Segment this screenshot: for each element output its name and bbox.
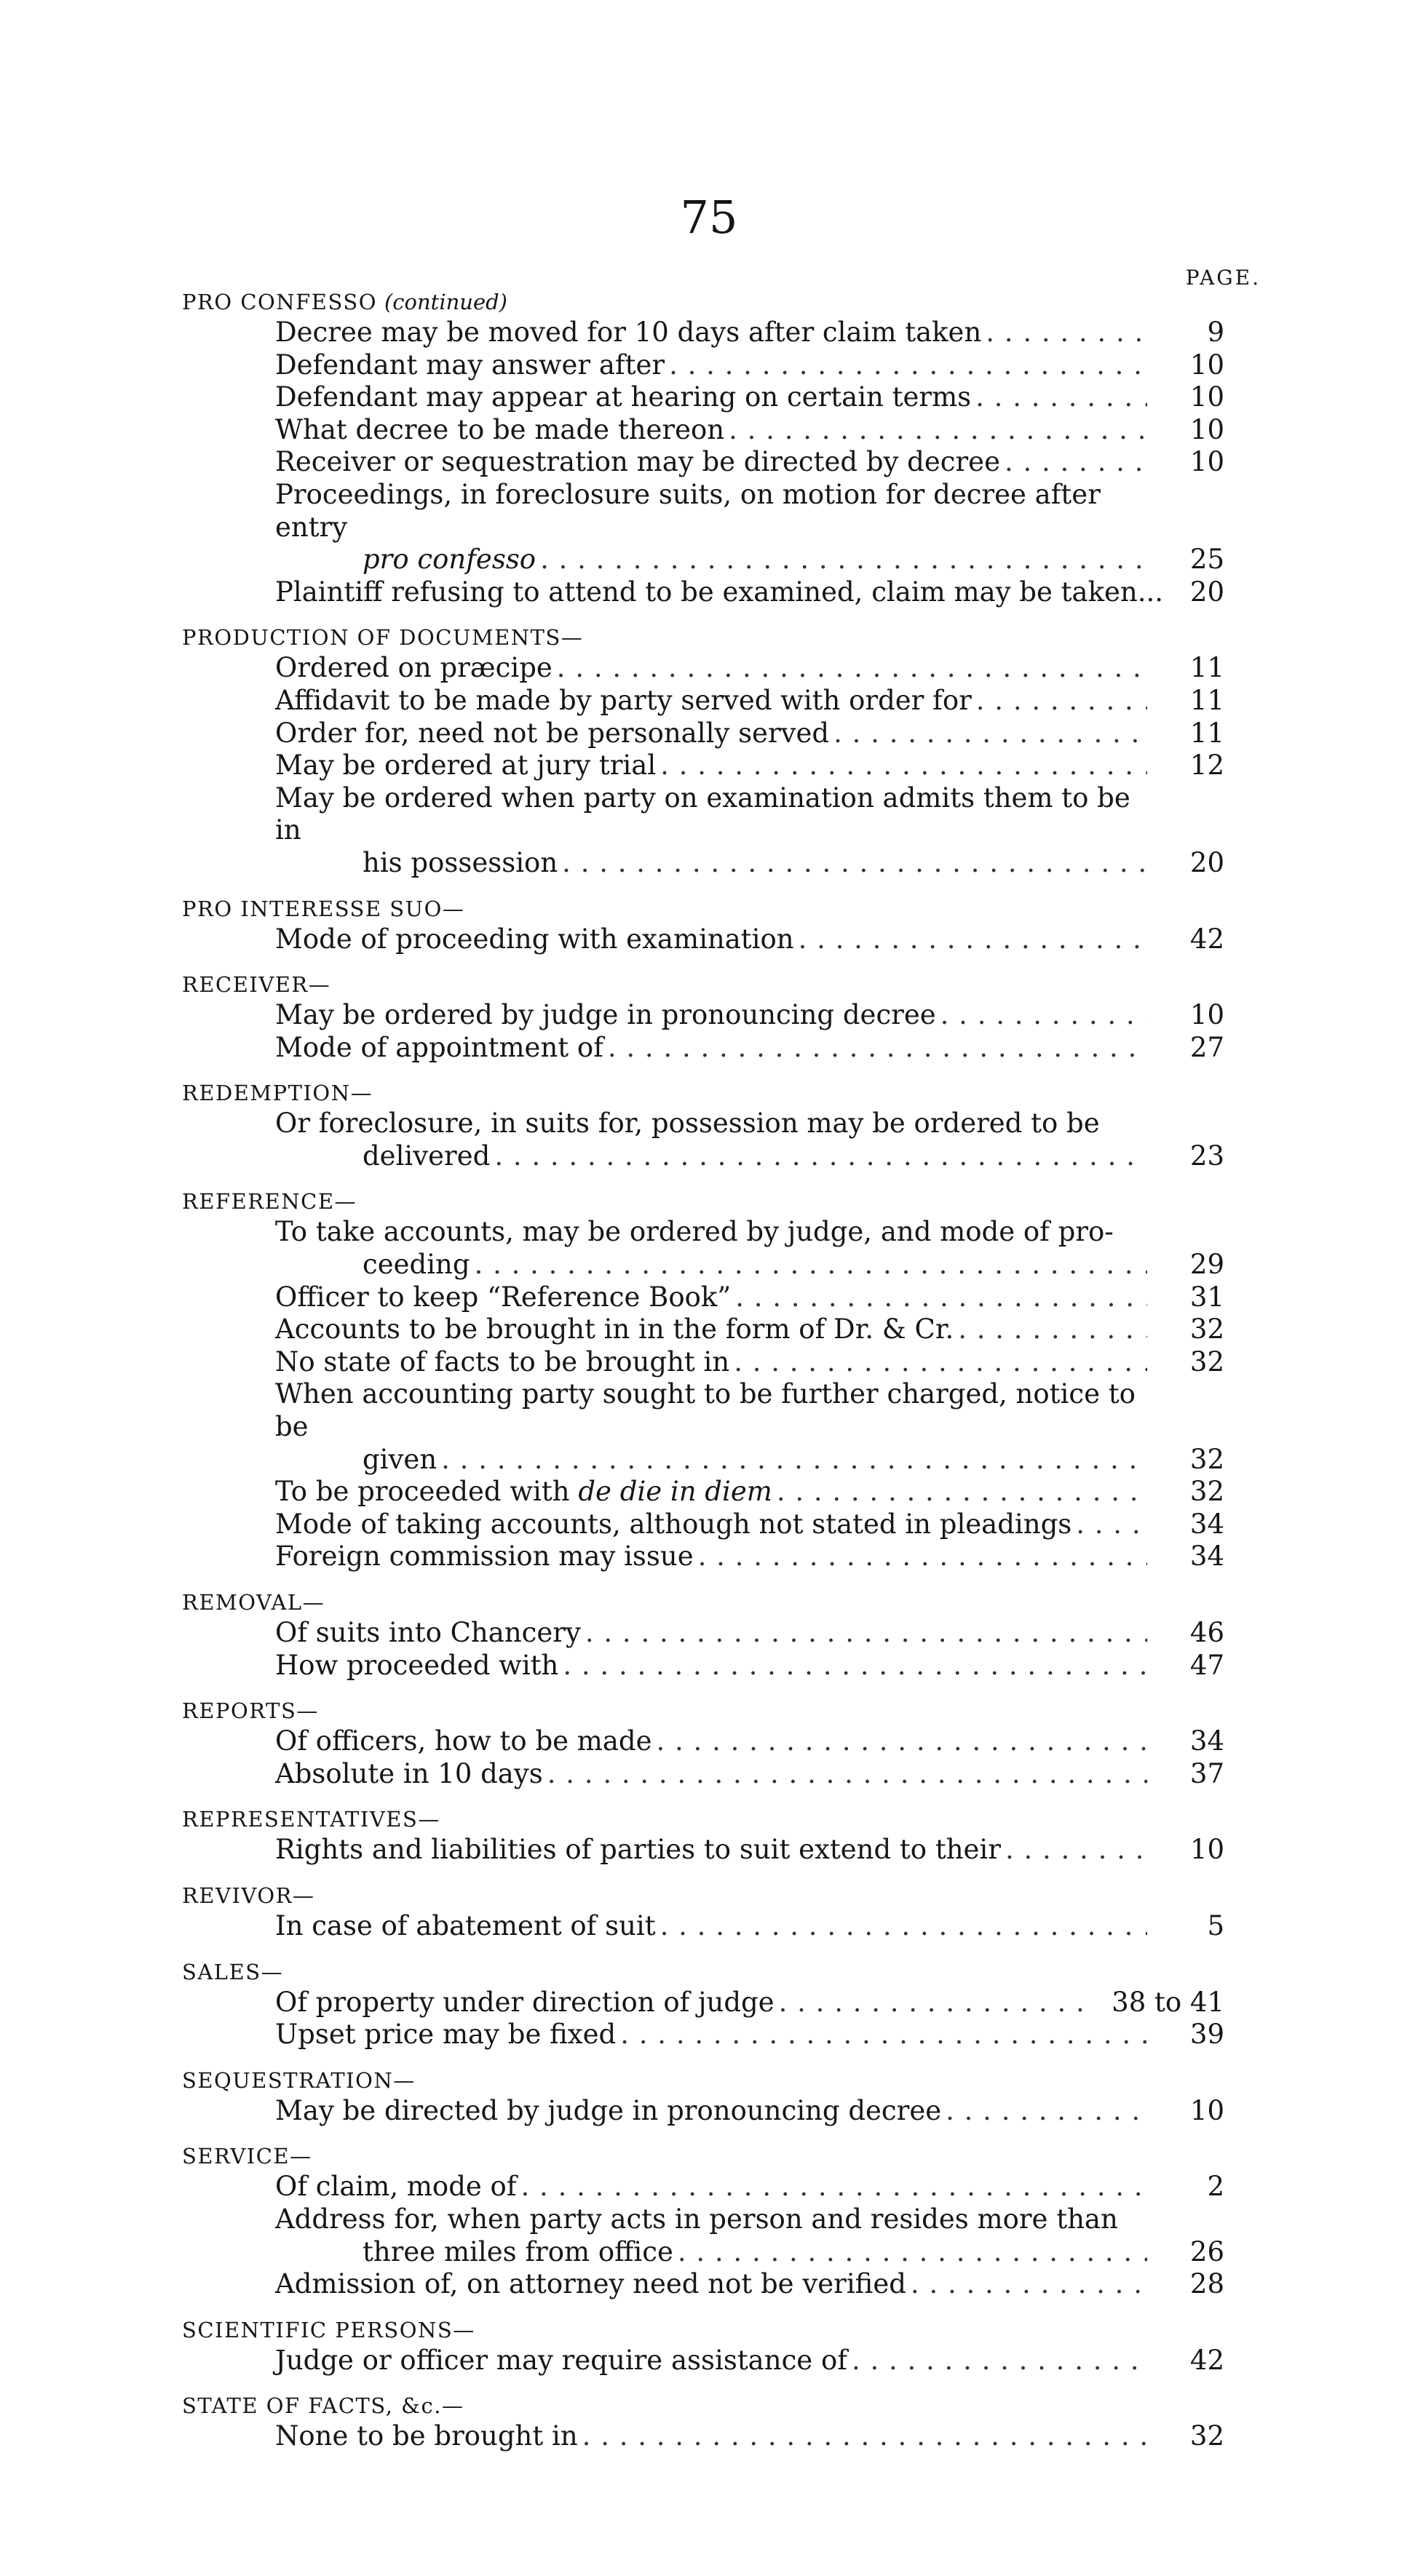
- entry-page-number: 20: [1189, 846, 1224, 878]
- entry-text: Absolute in 10 days: [275, 1757, 543, 1789]
- index-entry: [182, 1987, 1224, 2019]
- entry-text-wrap: [275, 2268, 906, 2301]
- entry-page-number: 10: [1189, 999, 1224, 1031]
- section-heading: [182, 2391, 1224, 2420]
- index-entry: [182, 1541, 1224, 1573]
- dot-leader: [911, 2268, 1147, 2301]
- index-entry: [182, 1032, 1224, 1065]
- index-section: [182, 1696, 1224, 1790]
- entry-text: When accounting party sought to be further charged, notice to be: [275, 1378, 1136, 1443]
- index-section: [182, 894, 1224, 956]
- dot-leader: [777, 1476, 1147, 1508]
- entry-text-wrap: [275, 349, 665, 382]
- entry-line: [275, 685, 1152, 717]
- entry-text-wrap: [275, 1476, 772, 1508]
- entry-text-wrap: [275, 1725, 652, 1758]
- dot-leader: [608, 1032, 1147, 1065]
- entry-text: Defendant may answer after: [275, 349, 665, 381]
- section-heading-text: PRODUCTION OF DOCUMENTS—: [182, 625, 584, 651]
- entry-text: Or foreclosure, in suits for, possession may be ordered to be: [275, 1108, 1100, 1140]
- entry-text: Mode of appointment of: [275, 1031, 603, 1063]
- dot-leader: [946, 2095, 1147, 2128]
- entry-line: [275, 1987, 1098, 2019]
- entry-page-number: 32: [1189, 2420, 1224, 2452]
- entry-continuation: [275, 2236, 1152, 2269]
- entry-page-number: 47: [1189, 1649, 1224, 1681]
- index-entry: [182, 1378, 1224, 1476]
- dot-leader: [521, 2171, 1147, 2203]
- entry-page-number: 23: [1189, 1140, 1224, 1172]
- entry-text-wrap: [275, 750, 656, 782]
- index-entry: [182, 1910, 1224, 1943]
- entry-text-wrap: [275, 1910, 656, 1943]
- entry-text-wrap: [275, 2420, 578, 2453]
- dot-leader: [660, 750, 1147, 782]
- entry-text-wrap: [275, 1313, 954, 1346]
- index-entry: [182, 1758, 1224, 1791]
- entry-text: To take accounts, may be ordered by judge, and mode of pro-: [275, 1216, 1114, 1248]
- section-heading-text: SEQUESTRATION—: [182, 2067, 416, 2093]
- index-entry: [182, 2171, 1224, 2203]
- entry-text: Officer to keep “Reference Book”: [275, 1281, 732, 1313]
- dot-leader: [799, 923, 1147, 956]
- index-section: [182, 2315, 1224, 2377]
- section-heading: [182, 1078, 1224, 1108]
- index-entry: [182, 446, 1224, 479]
- dot-leader: [975, 381, 1147, 414]
- entry-page-number: 10: [1189, 446, 1224, 478]
- section-heading: [182, 1588, 1224, 1617]
- entry-line: [275, 923, 1152, 956]
- entry-text: May be ordered at jury trial: [275, 750, 657, 782]
- section-heading-text: SALES—: [182, 1959, 284, 1984]
- section-heading: [182, 970, 1224, 999]
- entry-line: [275, 2268, 1152, 2301]
- entry-page-number: 27: [1189, 1031, 1224, 1063]
- entry-continuation: [275, 1444, 1152, 1476]
- entry-page-number: 32: [1189, 1313, 1224, 1345]
- section-heading-text: REPRESENTATIVES—: [182, 1807, 440, 1832]
- dot-leader: [563, 1650, 1147, 1682]
- index-entry: [182, 717, 1224, 750]
- section-heading: [182, 2315, 1224, 2345]
- index-entry: [182, 479, 1224, 576]
- dot-leader: [562, 847, 1147, 880]
- entry-text: Admission of, on attorney need not be verified: [275, 2268, 906, 2300]
- entry-text-wrap: [275, 1758, 543, 1791]
- entry-text: Accounts to be brought in in the form of Dr. & Cr.: [275, 1313, 954, 1345]
- dot-leader: [698, 1541, 1147, 1573]
- dot-leader: [729, 414, 1147, 447]
- index-entry: [182, 652, 1224, 685]
- entry-line: [275, 2345, 1152, 2377]
- index-entry: [182, 1281, 1224, 1314]
- entry-text: Mode of taking accounts, although not stated in pleadings: [275, 1508, 1072, 1540]
- entry-page-number: 5: [1207, 1909, 1224, 1941]
- index-entry: [182, 414, 1224, 447]
- index-section: [182, 1187, 1224, 1573]
- entry-page-number: 10: [1189, 1834, 1224, 1866]
- entry-line: [275, 414, 1152, 447]
- entry-page-number: 34: [1189, 1508, 1224, 1540]
- index-entry: [182, 1216, 1224, 1281]
- section-heading-text: REMOVAL—: [182, 1590, 325, 1615]
- entry-page-number: 10: [1189, 2094, 1224, 2126]
- index-entry: [182, 2268, 1224, 2301]
- dot-leader: [441, 1444, 1147, 1476]
- entry-page-number: 12: [1189, 750, 1224, 782]
- entry-page-number: 25: [1189, 544, 1224, 576]
- entry-text: Affidavit to be made by party served with order for: [275, 684, 972, 716]
- dot-leader: [540, 544, 1147, 576]
- entry-line: [275, 1346, 1152, 1379]
- entry-continuation: [275, 544, 1152, 576]
- entry-line: [275, 381, 1152, 414]
- entry-page-number: 32: [1189, 1443, 1224, 1475]
- entry-text-wrap: [275, 381, 971, 414]
- index-entry: [182, 1725, 1224, 1758]
- index-section: [182, 1957, 1224, 2051]
- entry-line: [275, 999, 1152, 1032]
- entry-text: Address for, when party acts in person and resides more than: [275, 2203, 1118, 2235]
- entry-text-wrap: [275, 2019, 616, 2051]
- entry-page-number: 31: [1189, 1281, 1224, 1313]
- entry-line: [275, 1032, 1152, 1065]
- entry-text: None to be brought in: [275, 2420, 578, 2452]
- entry-page-number: 11: [1189, 684, 1224, 716]
- entry-line: [275, 349, 1152, 382]
- entry-continuation: [275, 1140, 1152, 1173]
- entry-page-number: 11: [1189, 652, 1224, 684]
- entry-line: [275, 2420, 1152, 2453]
- entry-continuation-text: ceeding: [363, 1249, 470, 1281]
- entry-text: To be proceeded with: [275, 1476, 570, 1508]
- section-heading: [182, 894, 1224, 923]
- section-heading: [182, 1881, 1224, 1910]
- entry-italic-text: de die in diem: [578, 1476, 772, 1508]
- entry-text-wrap: [275, 685, 972, 717]
- index-entry: [182, 685, 1224, 717]
- entry-line: [275, 1725, 1152, 1758]
- entry-continuation-text: given: [363, 1443, 437, 1475]
- entry-text: May be ordered by judge in pronouncing decree: [275, 999, 936, 1031]
- entry-page-number: 39: [1189, 2019, 1224, 2051]
- index-entry: [182, 1617, 1224, 1650]
- entry-text: Upset price may be fixed: [275, 2019, 617, 2051]
- index-entry: [182, 349, 1224, 382]
- entry-line: [275, 1910, 1152, 1943]
- dot-leader: [660, 1910, 1147, 1943]
- entry-text-wrap: [275, 576, 1163, 609]
- entry-text-wrap: [275, 317, 981, 349]
- entry-line: [275, 1541, 1152, 1573]
- entry-text: Plaintiff refusing to attend to be examined, claim may be taken...: [275, 576, 1164, 608]
- entry-continuation-text: pro confesso: [363, 544, 536, 576]
- dot-leader: [833, 717, 1147, 750]
- section-heading: [182, 1696, 1224, 1725]
- entry-text: Of suits into Chancery: [275, 1617, 581, 1648]
- dot-leader: [557, 652, 1147, 685]
- entry-text-wrap: [275, 652, 552, 685]
- entry-text: Of property under direction of judge: [275, 1986, 775, 2018]
- index-entry: [182, 999, 1224, 1032]
- entry-text-wrap: [275, 2171, 517, 2203]
- entry-page-number: 46: [1189, 1617, 1224, 1648]
- section-heading: [182, 1187, 1224, 1216]
- section-heading-text: REVIVOR—: [182, 1883, 315, 1908]
- index-entry: [182, 1313, 1224, 1346]
- entry-text-wrap: [275, 2095, 941, 2128]
- index-entry: [182, 923, 1224, 956]
- dot-leader: [582, 2420, 1147, 2453]
- entry-page-number: 32: [1189, 1345, 1224, 1378]
- index-entry: [182, 1834, 1224, 1867]
- section-heading: [182, 623, 1224, 652]
- section-heading: [182, 2142, 1224, 2171]
- entry-line: [275, 446, 1152, 479]
- entry-page-number: 10: [1189, 381, 1224, 413]
- entry-page-number: 26: [1189, 2235, 1224, 2267]
- dot-leader: [1005, 1834, 1147, 1867]
- entry-text: How proceeded with: [275, 1649, 559, 1681]
- entry-page-number: 42: [1189, 923, 1224, 955]
- entry-line: [275, 1758, 1152, 1791]
- section-heading-text: PRO INTERESSE SUO—: [182, 896, 465, 921]
- entry-continuation-text: three miles from office: [363, 2235, 673, 2267]
- index-section: [182, 2142, 1224, 2300]
- entry-page-number: 34: [1189, 1541, 1224, 1573]
- entry-text: Proceedings, in foreclosure suits, on motion for decree after entry: [275, 478, 1101, 543]
- index-entry: [182, 1650, 1224, 1682]
- dot-leader: [735, 1281, 1147, 1314]
- section-heading: [182, 1957, 1224, 1987]
- dot-leader: [986, 317, 1147, 349]
- entry-page-number: 2: [1207, 2171, 1224, 2203]
- index-section: [182, 1078, 1224, 1172]
- entry-text: Defendant may appear at hearing on certain terms: [275, 381, 972, 413]
- entry-line: [275, 1650, 1152, 1682]
- index-section: [182, 1805, 1224, 1867]
- dot-leader: [669, 349, 1147, 382]
- index-section: [182, 970, 1224, 1064]
- entry-text: Of officers, how to be made: [275, 1725, 652, 1757]
- index-section: [182, 287, 1224, 608]
- entry-page-number: 11: [1189, 717, 1224, 749]
- index-entry: [182, 1476, 1224, 1508]
- index-section: [182, 2066, 1224, 2128]
- entry-text-wrap: [275, 446, 1000, 479]
- entry-text: Receiver or sequestration may be directed by decree: [275, 446, 1000, 478]
- dot-leader: [852, 2345, 1147, 2377]
- dot-leader: [657, 1725, 1147, 1758]
- entry-text: Ordered on præcipe: [275, 652, 552, 684]
- index-entry: [182, 2019, 1224, 2051]
- entry-page-number: 20: [1189, 576, 1224, 608]
- entry-text-wrap: [275, 1508, 1072, 1541]
- entry-page-number: 34: [1189, 1725, 1224, 1757]
- dot-leader: [976, 685, 1147, 717]
- entry-line: [275, 576, 1164, 609]
- section-heading: [182, 287, 1224, 317]
- entry-text-wrap: [275, 1281, 731, 1314]
- section-heading-text: SERVICE—: [182, 2144, 312, 2169]
- index-entry: [182, 1346, 1224, 1379]
- entry-text-wrap: [275, 923, 794, 956]
- entry-page-number: 28: [1189, 2268, 1224, 2300]
- dot-leader: [779, 1987, 1093, 2019]
- dot-leader: [958, 1313, 1147, 1346]
- entry-text: May be ordered when party on examination admits them to be in: [275, 782, 1130, 846]
- entry-line: [275, 750, 1152, 782]
- section-heading-text: RECEIVER—: [182, 972, 331, 998]
- index-entry: [182, 1108, 1224, 1172]
- entry-line: [275, 1508, 1152, 1541]
- page-column-label: PAGE.: [1185, 266, 1261, 290]
- index-entry: [182, 381, 1224, 414]
- page-number: 75: [680, 191, 738, 244]
- dot-leader: [475, 1249, 1147, 1281]
- dot-leader: [678, 2236, 1147, 2269]
- entry-text-wrap: [275, 1834, 1001, 1867]
- entry-text-wrap: [275, 1346, 729, 1379]
- entry-page-number: 29: [1189, 1249, 1224, 1281]
- entry-text-wrap: [275, 2345, 847, 2377]
- entry-text: Mode of proceeding with examination: [275, 923, 794, 955]
- entry-line: [275, 2171, 1152, 2203]
- section-heading-text: PRO CONFESSO: [182, 290, 377, 314]
- section-heading-text: REFERENCE—: [182, 1189, 357, 1215]
- section-heading-text: REPORTS—: [182, 1698, 319, 1724]
- entry-text: Order for, need not be personally served: [275, 717, 830, 749]
- index-entry: [182, 576, 1224, 609]
- index-entry: [182, 750, 1224, 782]
- entry-page-number: 9: [1207, 317, 1224, 348]
- index-entry: [182, 2345, 1224, 2377]
- entry-text: In case of abatement of suit: [275, 1909, 656, 1941]
- entry-text: Of claim, mode of: [275, 2171, 517, 2203]
- section-heading-text: STATE OF FACTS, &c.—: [182, 2393, 464, 2419]
- section-heading: [182, 2066, 1224, 2095]
- entry-page-number: 10: [1189, 349, 1224, 381]
- entry-text-wrap: [275, 1032, 603, 1065]
- entry-page-number: 10: [1189, 413, 1224, 445]
- entry-continuation-text: delivered: [363, 1140, 491, 1172]
- index-section: [182, 623, 1224, 879]
- index-section: [182, 2391, 1224, 2453]
- index-list: [182, 287, 1224, 2453]
- section-heading-note: (continued): [384, 290, 507, 314]
- entry-line: [275, 1834, 1152, 1867]
- entry-line: [275, 1617, 1152, 1650]
- entry-text-wrap: [275, 1650, 558, 1682]
- entry-text: May be directed by judge in pronouncing decree: [275, 2094, 942, 2126]
- dot-leader: [620, 2019, 1147, 2051]
- entry-line: [275, 1313, 1152, 1346]
- entry-line: [275, 717, 1152, 750]
- entry-text: What decree to be made thereon: [275, 413, 725, 445]
- entry-line: [275, 1281, 1152, 1314]
- entry-text: Rights and liabilities of parties to suit extend to their: [275, 1834, 1001, 1866]
- dot-leader: [1005, 446, 1147, 479]
- dot-leader: [547, 1758, 1147, 1791]
- entry-page-number: 37: [1189, 1757, 1224, 1789]
- entry-text-wrap: [275, 1541, 694, 1573]
- entry-text: No state of facts to be brought in: [275, 1345, 730, 1378]
- entry-line: [275, 317, 1152, 349]
- entry-text-wrap: [275, 1987, 775, 2019]
- entry-line: [275, 1476, 1152, 1508]
- entry-page-number: 32: [1189, 1476, 1224, 1508]
- index-section: [182, 1881, 1224, 1943]
- dot-leader: [940, 999, 1147, 1032]
- entry-line: [275, 2019, 1152, 2051]
- entry-text-wrap: [275, 999, 936, 1032]
- dot-leader: [1076, 1508, 1147, 1541]
- entry-line: [275, 2095, 1152, 2128]
- entry-text-wrap: [275, 414, 724, 447]
- entry-line: [275, 652, 1152, 685]
- index-entry: [182, 317, 1224, 349]
- index-entry: [182, 2095, 1224, 2128]
- index-section: [182, 1588, 1224, 1682]
- entry-text: Judge or officer may require assistance of: [275, 2344, 847, 2376]
- entry-continuation: [275, 847, 1152, 880]
- index-entry: [182, 782, 1224, 880]
- entry-text: Foreign commission may issue: [275, 1541, 694, 1573]
- dot-leader: [494, 1140, 1147, 1173]
- section-heading: [182, 1805, 1224, 1834]
- index-entry: [182, 1508, 1224, 1541]
- entry-page-number: 38 to 41: [1112, 1986, 1224, 2018]
- entry-text-wrap: [275, 1617, 581, 1650]
- section-heading-text: SCIENTIFIC PERSONS—: [182, 2317, 475, 2342]
- section-heading-text: REDEMPTION—: [182, 1081, 373, 1106]
- index-entry: [182, 2420, 1224, 2453]
- entry-text: Decree may be moved for 10 days after claim taken: [275, 317, 982, 348]
- dot-leader: [734, 1346, 1147, 1379]
- entry-continuation-text: his possession: [363, 846, 558, 878]
- entry-text-wrap: [275, 717, 829, 750]
- entry-continuation: [275, 1249, 1152, 1281]
- entry-page-number: 42: [1189, 2344, 1224, 2376]
- index-entry: [182, 2203, 1224, 2268]
- dot-leader: [585, 1617, 1147, 1650]
